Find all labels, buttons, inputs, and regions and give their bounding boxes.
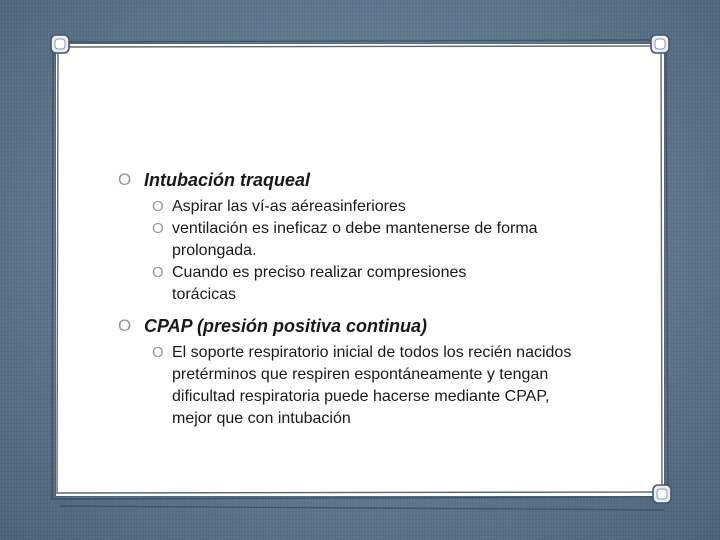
bullet-icon: O: [118, 316, 132, 335]
section-heading-intubacion: [118, 168, 618, 192]
pin-top-right-icon: [646, 30, 676, 60]
list-item: [118, 342, 618, 430]
bullet-icon: O: [152, 198, 164, 215]
heading-text: Intubación traqueal: [144, 170, 311, 190]
slide-content: [118, 168, 618, 430]
list-item: [118, 218, 618, 262]
pin-top-left-icon: [46, 30, 76, 60]
heading-text: CPAP (presión positiva continua): [144, 316, 428, 336]
section-heading-cpap: [118, 314, 618, 338]
list-item: [118, 196, 618, 218]
item-text: El soporte respiratorio inicial de todos los recién nacidos pretérminos que respiren espontáneamente y tengan dificultad respiratoria puede hacerse mediante CPAP, mejor que con intubación: [172, 344, 572, 427]
pin-bottom-right-icon: [648, 480, 678, 510]
item-text: ventilación es ineficaz o debe mantenerse de forma prolongada.: [172, 220, 538, 259]
bullet-icon: O: [152, 264, 164, 281]
bullet-icon: O: [152, 220, 164, 237]
item-text: Cuando es preciso realizar compresiones torácicas: [172, 264, 467, 303]
bullet-icon: O: [118, 170, 132, 189]
bullet-icon: O: [152, 344, 164, 361]
item-text: Aspirar las ví-as aéreasinferiores: [172, 198, 406, 215]
list-item: [118, 262, 618, 306]
